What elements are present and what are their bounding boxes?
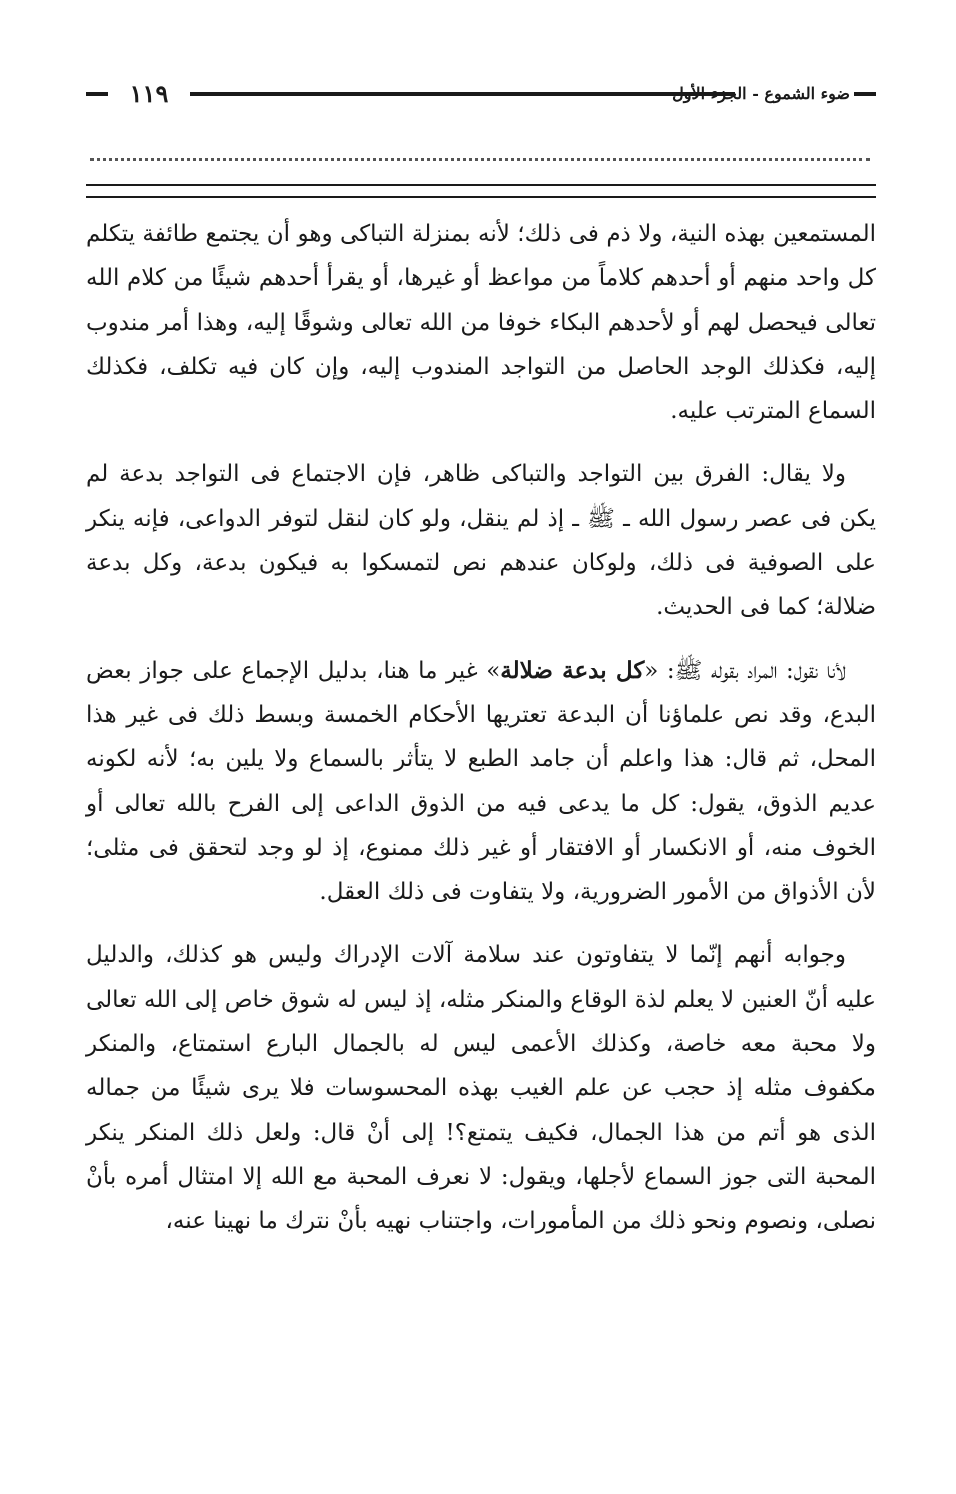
paragraph-4: وجوابه أنهم إنّما لا يتفاوتون عند سلامة آلات الإدراك وليس هو كذلك، والدليل عليه أنّ العنين لا يعلم لذة الوقاع والمنكر مثله، إذ ليس له شوق خاص إلى الله تعالى ولا محبة معه خاصة، وكذلك الأعمى ليس له بالجمال البارع استمتاع، والمنكر مكفوف مثله إذ حجب عن علم الغيب بهذه المحسوسات فلا يرى شيئًا من جماله الذى هو أتم من هذا الجمال، فكيف يتمتع؟! إلى أنْ قال: ولعل ذلك المنكر ينكر المحبة التى جوز السماع لأجلها، ويقول: لا نعرف المحبة مع الله إلا امتثال أمره بأنْ نصلى، ونصوم ونحو ذلك من المأمورات، واجتناب نهيه بأنْ نترك ما نهينا عنه، <box>86 942 876 1235</box>
paragraph-1: المستمعين بهذه النية، ولا ذم فى ذلك؛ لأنه بمنزلة التباكى وهو أن يجتمع طائفة يتكلم كل واحد منهم أو أحدهم كلاماً من مواعظ أو غيرها، أو يقرأ أحدهم شيئًا من كلام الله تعالى فيحصل لهم أو لأحدهم البكاء خوفا من الله تعالى وشوقًا إليه، وهذا أمر مندوب إليه، فكذلك الوجد الحاصل من التواجد المندوب إليه، وإن كان فيه تكلف، فكذلك السماع المترتب عليه. <box>86 221 876 425</box>
paragraph-3-rest: » غير ما هنا، بدليل الإجماع على جواز بعض البدع، وقد نص علماؤنا أن البدعة تعتريها الأحكام الخمسة وبسط ذلك فى غير هذا المحل، ثم قال: هذا واعلم أن جامد الطبع لا يتأثر بالسماع ولا يلين به؛ لأنه لكونه عديم الذوق، يقول: كل ما يدعى فيه من الذوق الداعى إلى الفرح بالله تعالى أو الخوف منه، أو الانكسار أو الافتقار أو غير ذلك ممنوع، إذ لو وجد لتحقق فى مثلى؛ لأن الأذواق من الأمور الضرورية، ولا يتفاوت فى ذلك العقل. <box>86 657 876 906</box>
body-text <box>86 212 876 1263</box>
footnote-dotted-line <box>90 158 870 161</box>
header-dash-left <box>86 92 108 96</box>
paragraph-2: ولا يقال: الفرق بين التواجد والتباكى ظاهر، فإن الاجتماع فى التواجد بدعة لم يكن فى عصر رسول الله ـ ﷺ ـ إذ لم ينقل، ولو كان لنقل لتوفر الدواعى، فإنه ينكر على الصوفية فى ذلك، ولوكان عندهم نص لتمسكوا به فيكون بدعة، وكل بدعة ضلالة؛ كما فى الحديث. <box>86 461 876 621</box>
paragraph-3-lead: لأنا نقول: المراد بقوله ﷺ: « <box>644 657 847 684</box>
hadith-quote: كل بدعة ضلالة <box>500 656 645 684</box>
page-number: ١١٩ <box>129 79 169 108</box>
header-rule <box>190 92 735 96</box>
running-header <box>86 76 876 112</box>
paragraph-3 <box>86 649 876 915</box>
header-dash-right <box>854 92 876 96</box>
running-title: ضوء الشموع - الجزء الأول <box>672 84 850 103</box>
double-rule-divider <box>86 184 876 198</box>
